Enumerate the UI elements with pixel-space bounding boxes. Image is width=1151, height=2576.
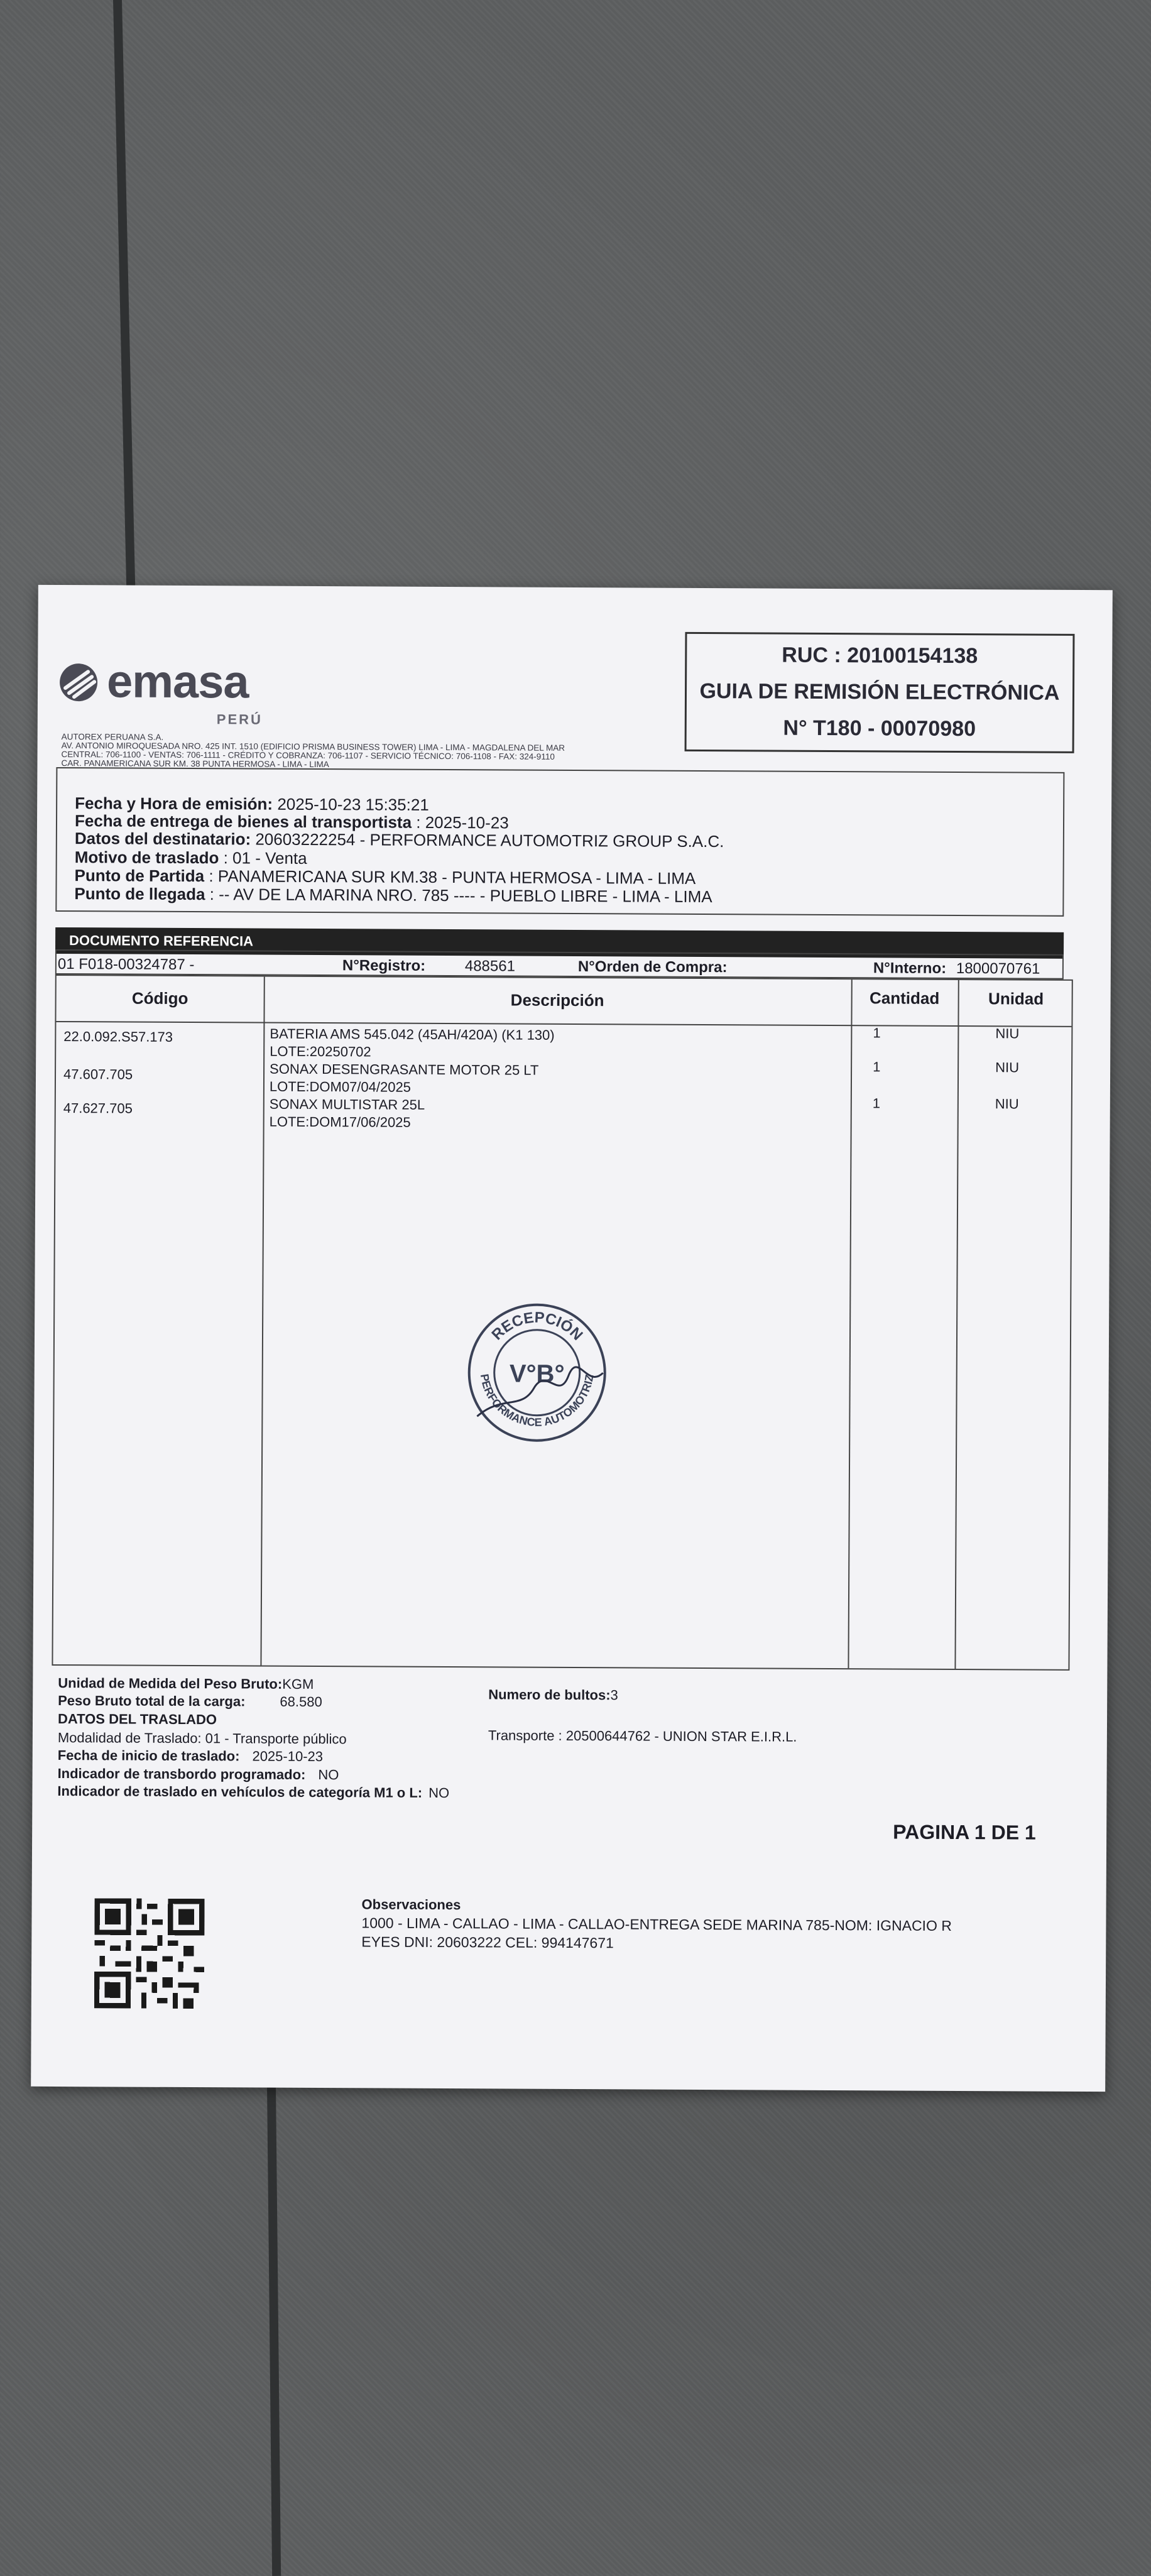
company-info-line: AV. ANTONIO MIROQUESADA NRO. 425 INT. 1510 (EDIFICIO PRISMA BUSINESS TOWER) LIMA - LIMA - MAGDALENA DEL MAR [61,741,565,753]
transbordo-row: Indicador de transbordo programado: NO [57,1766,339,1783]
datos-traslado-header: DATOS DEL TRASLADO [57,1711,217,1728]
categoria-row: Indicador de traslado en vehículos de categoría M1 o L: NO [57,1783,450,1801]
header-descripcion: Descripción [510,990,604,1010]
row-2-unidad: NIU [995,1059,1020,1076]
row-2-cantidad: 1 [873,1059,881,1075]
row-2-lote: LOTE:DOM07/04/2025 [269,1078,412,1095]
ruc-box [685,632,1075,753]
emision-row: Fecha y Hora de emisión: 2025-10-23 15:35:21 [75,794,429,814]
row-3-codigo: 47.627.705 [63,1100,133,1116]
row-1-unidad: NIU [995,1025,1020,1042]
documento-referencia-header: DOCUMENTO REFERENCIA [55,927,1064,959]
table-divider [954,980,959,1669]
document-paper [31,585,1113,2092]
observaciones-title: Observaciones [361,1896,461,1913]
table-divider [848,980,852,1668]
header-codigo: Código [131,988,188,1008]
interno-value: 1800070761 [956,959,1040,978]
inicio-traslado-row: Fecha de inicio de traslado: 2025-10-23 [57,1747,324,1765]
stamp-top-text: RECEPCIÓN [488,1309,586,1344]
partida-row: Punto de Partida : PANAMERICANA SUR KM.38 - PUNTA HERMOSA - LIMA - LIMA [74,866,696,888]
table-header-divider [56,1021,1071,1027]
observaciones-text: 1000 - LIMA - CALLAO - LIMA - CALLAO-ENTREGA SEDE MARINA 785-NOM: IGNACIO R EYES DNI: 20603222 CEL: 994147671 [361,1914,952,1951]
peso-bruto-row: Peso Bruto total de la carga: 68.580 [58,1693,322,1710]
interno-label: N°Interno: [873,959,947,977]
brand-country: PERÚ [216,711,263,728]
referencia-doc: 01 F018-00324787 - [57,955,195,974]
page-indicator: PAGINA 1 DE 1 [893,1820,1036,1844]
row-2-codigo: 47.607.705 [63,1066,133,1083]
header-unidad: Unidad [988,989,1044,1008]
company-info-line: CAR. PANAMERICANA SUR KM. 38 PUNTA HERMOSA - LIMA - LIMA [61,758,329,770]
row-3-lote: LOTE:DOM17/06/2025 [269,1113,411,1130]
company-info-line: AUTOREX PERUANA S.A. [61,732,164,742]
table-divider [260,977,265,1666]
row-2-descripcion: SONAX DESENGRASANTE MOTOR 25 LT [270,1061,539,1078]
stamp-bottom-text: PERFORMANCE AUTOMOTRIZ [477,1373,596,1429]
registro-value: 488561 [464,958,516,975]
row-1-cantidad: 1 [873,1025,881,1041]
unidad-peso-row: Unidad de Medida del Peso Bruto:KGM [58,1675,314,1692]
reception-stamp [464,1300,609,1445]
qr-code [94,1898,205,2009]
header-cantidad: Cantidad [869,988,940,1008]
brand-name: emasa [106,655,249,708]
row-3-descripcion: SONAX MULTISTAR 25L [269,1096,425,1113]
stamp-center-text: V°B° [509,1360,565,1388]
document-number: N° T180 - 00070980 [783,716,976,741]
row-3-unidad: NIU [995,1096,1019,1112]
motivo-row: Motivo de traslado : 01 - Venta [74,848,307,868]
registro-label: N°Registro: [342,957,426,974]
company-info [61,733,626,770]
entrega-row: Fecha de entrega de bienes al transportista : 2025-10-23 [74,811,509,832]
row-1-lote: LOTE:20250702 [270,1043,371,1060]
orden-compra-label: N°Orden de Compra: [577,958,728,976]
row-1-codigo: 22.0.092.S57.173 [63,1029,173,1045]
transporte-row: Transporte : 20500644762 - UNION STAR E.I.R.L. [488,1727,797,1745]
modalidad-traslado: Modalidad de Traslado: 01 - Transporte público [57,1730,347,1747]
bultos-row: Numero de bultos:3 [488,1686,618,1703]
destinatario-row: Datos del destinatario: 20603222254 - PERFORMANCE AUTOMOTRIZ GROUP S.A.C. [74,829,724,851]
row-3-cantidad: 1 [872,1095,881,1111]
shipment-info-box [55,767,1064,917]
document-type: GUIA DE REMISIÓN ELECTRÓNICA [699,679,1060,705]
emasa-logo-icon [57,660,101,704]
ruc-number: RUC : 20100154138 [782,643,978,669]
llegada-row: Punto de llegada : -- AV DE LA MARINA NRO. 785 ---- - PUEBLO LIBRE - LIMA - LIMA [74,884,712,907]
floor-joint-upper [113,0,136,597]
floor-joint-lower [267,2086,281,2576]
company-info-line: CENTRAL: 706-1100 - VENTAS: 706-1111 - CRÉDITO Y COBRANZA: 706-1107 - SERVICIO TÉCNICO: 706-1108 - FAX: 324-9110 [61,750,555,761]
row-1-descripcion: BATERIA AMS 545.042 (45AH/420A) (K1 130) [270,1025,555,1043]
